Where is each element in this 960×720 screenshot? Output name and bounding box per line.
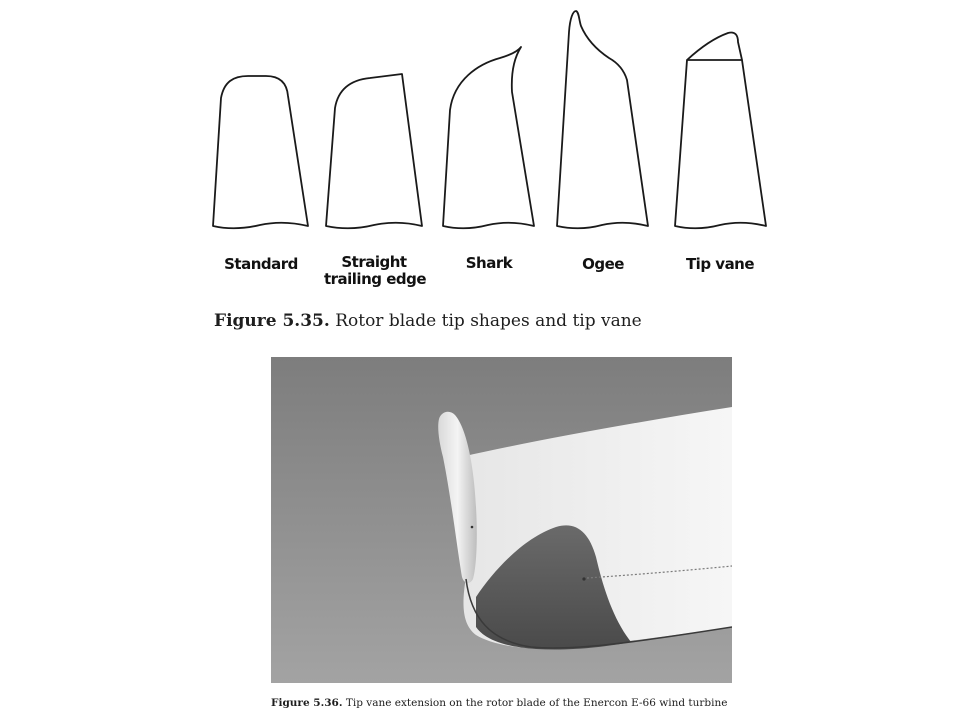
blade-outline-tip-vane <box>675 60 766 228</box>
blade-outline-straight-trailing-edge <box>326 74 422 228</box>
figure-5-35-number: Figure 5.35. <box>214 311 330 331</box>
figure-5-36-text: Tip vane extension on the rotor blade of the Enercon E-66 wind turbine <box>345 697 728 709</box>
blade-outline-ogee <box>557 11 648 228</box>
tip-vane-photo <box>271 357 732 683</box>
figure-5-36-caption <box>271 697 871 709</box>
shape-label-tip-vane: Tip vane <box>685 255 755 273</box>
figure-5-35-text: Rotor blade tip shapes and tip vane <box>335 311 642 331</box>
blade-outline-standard <box>213 76 308 228</box>
shape-label-trailing-edge: trailing edge <box>323 270 427 288</box>
blade-tip-shapes-diagram <box>0 0 960 300</box>
shape-label-straight: Straight <box>341 253 407 271</box>
figure-5-35-caption <box>214 311 814 331</box>
shape-label-shark: Shark <box>465 254 513 272</box>
shape-label-standard: Standard <box>224 255 298 273</box>
shape-label-ogee: Ogee <box>582 255 624 273</box>
vane-rivet <box>471 526 474 529</box>
figure-5-36-number: Figure 5.36. <box>271 697 343 709</box>
blade-outline-shark <box>443 47 534 228</box>
seam-rivet <box>582 577 585 580</box>
tip-vane-winglet <box>687 32 742 60</box>
